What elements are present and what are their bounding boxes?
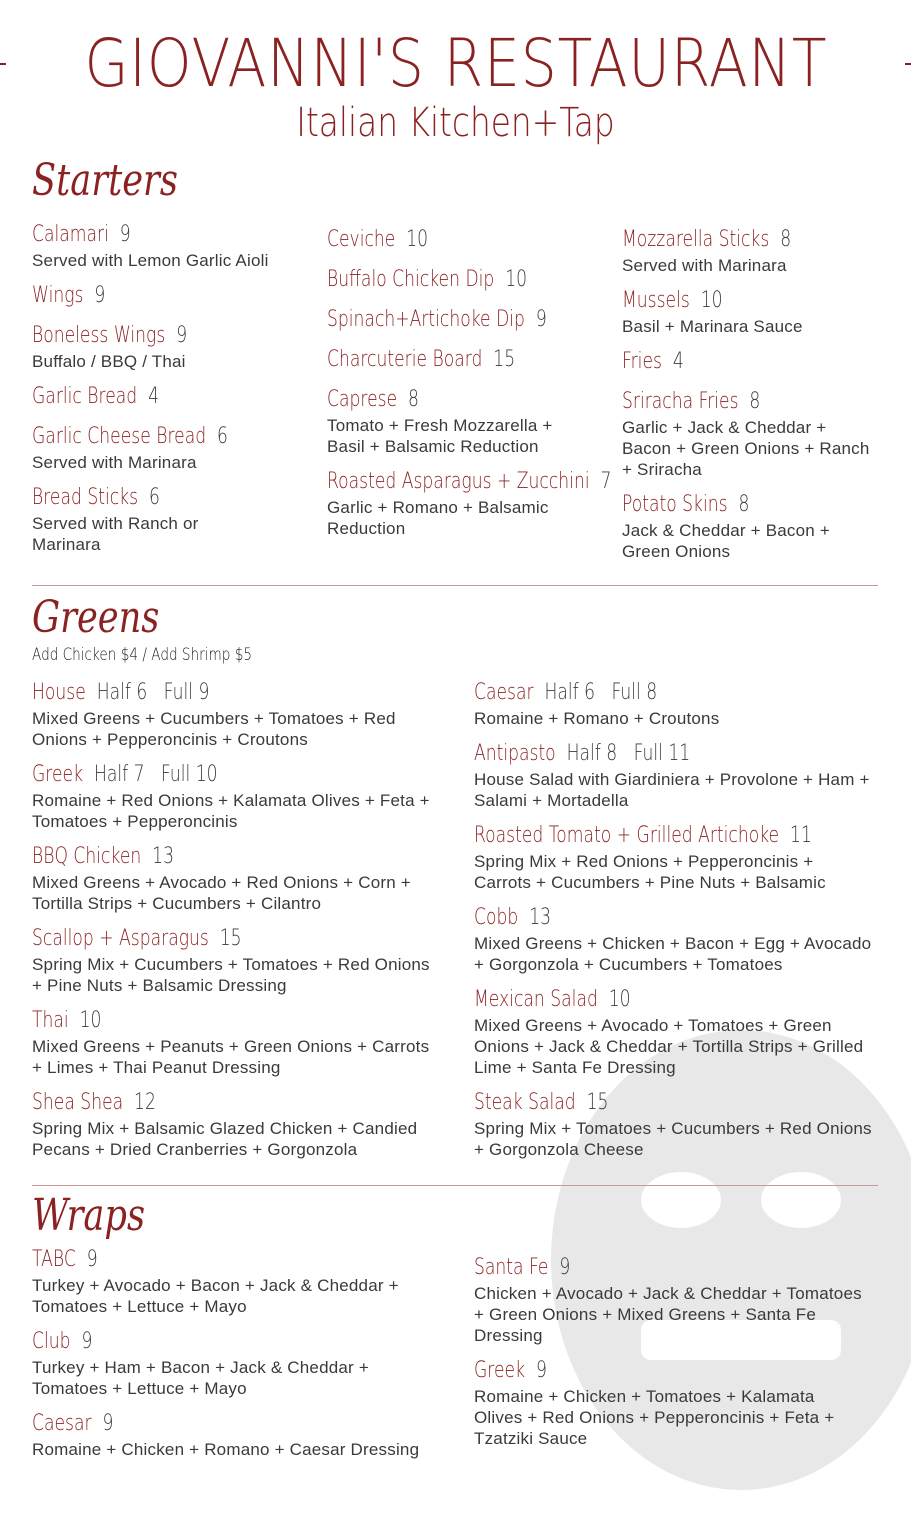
menu-item-name: Potato Skins <box>622 492 728 517</box>
menu-item-price: 15 <box>219 926 242 951</box>
menu-item-description: Turkey + Ham + Bacon + Jack & Cheddar + Tomatoes + Lettuce + Mayo <box>32 1358 369 1398</box>
menu-item-header <box>32 760 344 790</box>
menu-item-header <box>32 422 228 452</box>
menu-item-header <box>327 225 522 255</box>
menu-item-name: Shea Shea <box>32 1090 124 1115</box>
menu-item-price: 13 <box>152 844 175 869</box>
menu-item-price: 10 <box>700 288 723 313</box>
menu-item <box>327 305 577 335</box>
menu-item <box>32 483 272 555</box>
menu-item-description: Chicken + Avocado + Jack & Cheddar + Tomatoes + Green Onions + Mixed Greens + Santa Fe Dressing <box>474 1284 862 1345</box>
starters-column-3 <box>622 225 872 572</box>
menu-item <box>32 1088 432 1160</box>
menu-item-header <box>32 842 344 872</box>
menu-item-header <box>327 305 547 335</box>
menu-item-price: Half 8 Full 11 <box>566 741 691 766</box>
menu-item-price: 9 <box>94 283 106 308</box>
menu-item-name: TABC <box>32 1247 76 1272</box>
menu-item-name: Fries <box>622 349 662 374</box>
menu-item-price: 9 <box>102 1411 114 1436</box>
menu-item-description: Mixed Greens + Avocado + Red Onions + Corn + Tortilla Strips + Cucumbers + Cilantro <box>32 873 411 913</box>
menu-item-header <box>474 985 786 1015</box>
menu-item-header <box>622 490 817 520</box>
menu-item-price: 11 <box>790 823 812 848</box>
menu-item-price: 13 <box>529 905 552 930</box>
menu-item-price: 4 <box>148 384 160 409</box>
menu-item-name: Sriracha Fries <box>622 389 739 414</box>
menu-item-description: Tomato + Fresh Mozzarella + Basil + Balsamic Reduction <box>327 416 553 456</box>
title-rule-right <box>905 63 911 65</box>
menu-item-price: Half 7 Full 10 <box>93 762 218 787</box>
menu-item-name: Greek <box>32 762 84 787</box>
menu-item <box>474 1253 864 1346</box>
menu-item-name: Thai <box>32 1008 69 1033</box>
menu-item-name: Ceviche <box>327 227 396 252</box>
menu-item-header <box>622 347 817 377</box>
wraps-column-1 <box>32 1245 432 1470</box>
divider-starters <box>32 585 878 586</box>
menu-item <box>474 1356 864 1449</box>
menu-item <box>327 225 577 255</box>
greens-addon-note: Add Chicken $4 / Add Shrimp $5 <box>32 645 253 665</box>
menu-item-header <box>32 1088 344 1118</box>
menu-item-header <box>622 225 817 255</box>
divider-greens <box>32 1185 878 1186</box>
menu-item-header <box>32 382 219 412</box>
menu-item-name: Charcuterie Board <box>327 347 483 372</box>
menu-item-price: 10 <box>608 987 631 1012</box>
menu-item-header <box>32 321 219 351</box>
menu-item <box>327 385 577 457</box>
menu-item-price: 10 <box>79 1008 102 1033</box>
menu-item <box>32 321 272 372</box>
menu-item-price: 9 <box>559 1255 571 1280</box>
menu-item-header <box>32 483 219 513</box>
menu-item-description: Garlic + Jack & Cheddar + Bacon + Green Onions + Ranch + Sriracha <box>622 418 870 479</box>
menu-item <box>622 225 872 276</box>
menu-item <box>327 265 577 295</box>
menu-item-price: 9 <box>176 323 188 348</box>
menu-item-name: Caesar <box>32 1411 92 1436</box>
menu-item-name: Garlic Bread <box>32 384 138 409</box>
menu-item-price: 8 <box>738 492 750 517</box>
menu-item <box>474 739 874 811</box>
menu-item <box>622 387 872 480</box>
menu-item-header <box>32 1327 344 1357</box>
menu-item-name: Caprese <box>327 387 398 412</box>
menu-item-price: 10 <box>505 267 528 292</box>
menu-item-name: Steak Salad <box>474 1090 576 1115</box>
starters-column-1 <box>32 220 272 565</box>
menu-item-description: Garlic + Romano + Balsamic Reduction <box>327 498 549 538</box>
menu-item-name: Santa Fe <box>474 1255 549 1280</box>
menu-item <box>32 422 272 473</box>
menu-item-name: Wings <box>32 283 84 308</box>
menu-header <box>0 22 911 146</box>
menu-item-name: Scallop + Asparagus <box>32 926 209 951</box>
menu-item-name: Mozzarella Sticks <box>622 227 770 252</box>
menu-item <box>32 924 432 996</box>
menu-item-name: Cobb <box>474 905 519 930</box>
menu-item-header <box>622 286 817 316</box>
menu-item-price: 15 <box>493 347 516 372</box>
menu-item-header <box>474 1356 778 1386</box>
menu-item-description: Jack & Cheddar + Bacon + Green Onions <box>622 521 830 561</box>
menu-item <box>474 678 874 729</box>
menu-item-header <box>474 1088 786 1118</box>
menu-item-name: Buffalo Chicken Dip <box>327 267 495 292</box>
menu-item-description: Spring Mix + Red Onions + Pepperoncinis + Carrots + Cucumbers + Pine Nuts + Balsamic <box>474 852 826 892</box>
menu-item <box>32 220 272 271</box>
menu-item-description: Mixed Greens + Chicken + Bacon + Egg + Avocado + Gorgonzola + Cucumbers + Tomatoes <box>474 934 872 974</box>
menu-item <box>622 490 872 562</box>
menu-item-header <box>474 678 786 708</box>
menu-item-name: Roasted Tomato + Grilled Artichoke <box>474 823 780 848</box>
menu-item-name: Mexican Salad <box>474 987 598 1012</box>
menu-item-description: Mixed Greens + Avocado + Tomatoes + Green Onions + Jack & Cheddar + Tortilla Strips + Grilled Lime + Santa Fe Dressing <box>474 1016 864 1077</box>
menu-item <box>32 842 432 914</box>
menu-item-header <box>32 220 219 250</box>
menu-item-header <box>32 1006 344 1036</box>
menu-item-name: Club <box>32 1329 71 1354</box>
menu-item-price: 4 <box>672 349 684 374</box>
menu-item <box>32 281 272 311</box>
menu-item-price: 7 <box>600 469 612 494</box>
menu-item-description: Served with Marinara <box>622 256 787 275</box>
menu-item-name: Roasted Asparagus + Zucchini <box>327 469 590 494</box>
menu-item <box>474 821 874 893</box>
menu-item-header <box>327 265 528 295</box>
menu-item-description: Served with Lemon Garlic Aioli <box>32 251 269 270</box>
greens-heading: Greens <box>32 592 160 643</box>
menu-item-price: 15 <box>586 1090 609 1115</box>
menu-item-price: 6 <box>217 424 228 449</box>
menu-item-description: Mixed Greens + Peanuts + Green Onions + Carrots + Limes + Thai Peanut Dressing <box>32 1037 430 1077</box>
menu-item-price: 12 <box>134 1090 156 1115</box>
menu-item-name: Greek <box>474 1358 526 1383</box>
menu-item-description: Turkey + Avocado + Bacon + Jack & Cheddar + Tomatoes + Lettuce + Mayo <box>32 1276 399 1316</box>
menu-item <box>32 760 432 832</box>
wraps-heading: Wraps <box>32 1190 146 1241</box>
menu-item-description: Served with Marinara <box>32 453 197 472</box>
menu-item-description: Spring Mix + Tomatoes + Cucumbers + Red Onions + Gorgonzola Cheese <box>474 1119 872 1159</box>
restaurant-name: GIOVANNI'S RESTAURANT <box>84 25 827 102</box>
menu-item-description: Spring Mix + Balsamic Glazed Chicken + Candied Pecans + Dried Cranberries + Gorgonzola <box>32 1119 418 1159</box>
menu-item <box>474 985 874 1078</box>
menu-item-price: 8 <box>408 387 419 412</box>
menu-item-price: 9 <box>81 1329 93 1354</box>
menu-item-header <box>474 739 786 769</box>
menu-item <box>622 286 872 337</box>
menu-item-header <box>474 903 786 933</box>
menu-item-name: BBQ Chicken <box>32 844 142 869</box>
menu-item-header <box>32 924 344 954</box>
menu-item <box>327 345 577 375</box>
menu-item-price: 6 <box>148 485 160 510</box>
menu-item-description: Spring Mix + Cucumbers + Tomatoes + Red Onions + Pine Nuts + Balsamic Dressing <box>32 955 430 995</box>
restaurant-subtitle: Italian Kitchen+Tap <box>296 100 615 146</box>
menu-item-name: Mussels <box>622 288 690 313</box>
menu-item-description: Romaine + Chicken + Romano + Caesar Dressing <box>32 1440 420 1459</box>
menu-item-price: 10 <box>406 227 429 252</box>
menu-item <box>32 1327 432 1399</box>
menu-item-price: 9 <box>535 1358 547 1383</box>
menu-item-name: House <box>32 680 86 705</box>
title-rule-left <box>0 63 6 65</box>
menu-item-header <box>32 678 344 708</box>
starters-heading: Starters <box>32 155 178 206</box>
wraps-column-2 <box>474 1253 864 1459</box>
menu-item-description: Romaine + Chicken + Tomatoes + Kalamata Olives + Red Onions + Pepperoncinis + Feta + Tzatziki Sauce <box>474 1387 835 1448</box>
greens-column-2 <box>474 678 874 1170</box>
menu-item-name: Calamari <box>32 222 109 247</box>
menu-item-header <box>32 1245 344 1275</box>
menu-item-description: Basil + Marinara Sauce <box>622 317 803 336</box>
menu-item-name: Garlic Cheese Bread <box>32 424 207 449</box>
menu-item-name: Antipasto <box>474 741 556 766</box>
menu-item-description: Served with Ranch or Marinara <box>32 514 199 554</box>
menu-item-price: Half 6 Full 9 <box>96 680 210 705</box>
menu-item <box>474 903 874 975</box>
menu-item-name: Bread Sticks <box>32 485 139 510</box>
menu-item-description: Romaine + Romano + Croutons <box>474 709 720 728</box>
menu-item-name: Boneless Wings <box>32 323 166 348</box>
menu-item <box>622 347 872 377</box>
menu-item-header <box>622 387 817 417</box>
menu-item <box>32 382 272 412</box>
menu-item <box>32 678 432 750</box>
menu-item-price: 8 <box>749 389 761 414</box>
greens-column-1 <box>32 678 432 1170</box>
menu-item-name: Caesar <box>474 680 534 705</box>
menu-item-name: Spinach+Artichoke Dip <box>327 307 525 332</box>
menu-item-header <box>32 281 219 311</box>
menu-item <box>32 1245 432 1317</box>
menu-item <box>32 1006 432 1078</box>
starters-column-2 <box>327 225 612 549</box>
menu-item <box>327 467 612 539</box>
menu-item-description: Romaine + Red Onions + Kalamata Olives + Feta + Tomatoes + Pepperoncinis <box>32 791 430 831</box>
menu-item-header <box>32 1409 344 1439</box>
menu-item-description: Mixed Greens + Cucumbers + Tomatoes + Red Onions + Pepperoncinis + Croutons <box>32 709 396 749</box>
menu-item-header <box>474 821 812 851</box>
menu-item-price: 9 <box>535 307 547 332</box>
menu-item <box>474 1088 874 1160</box>
menu-item-price: 8 <box>780 227 792 252</box>
menu-item-header <box>327 345 522 375</box>
menu-item-header <box>474 1253 778 1283</box>
menu-item-description: House Salad with Giardiniera + Provolone + Ham + Salami + Mortadella <box>474 770 870 810</box>
menu-item-price: 9 <box>119 222 131 247</box>
menu-item-price: 9 <box>86 1247 98 1272</box>
menu-item <box>32 1409 432 1460</box>
menu-item-price: Half 6 Full 8 <box>544 680 658 705</box>
menu-item-header <box>327 385 522 415</box>
menu-item-description: Buffalo / BBQ / Thai <box>32 352 186 371</box>
menu-item-header <box>327 467 612 497</box>
